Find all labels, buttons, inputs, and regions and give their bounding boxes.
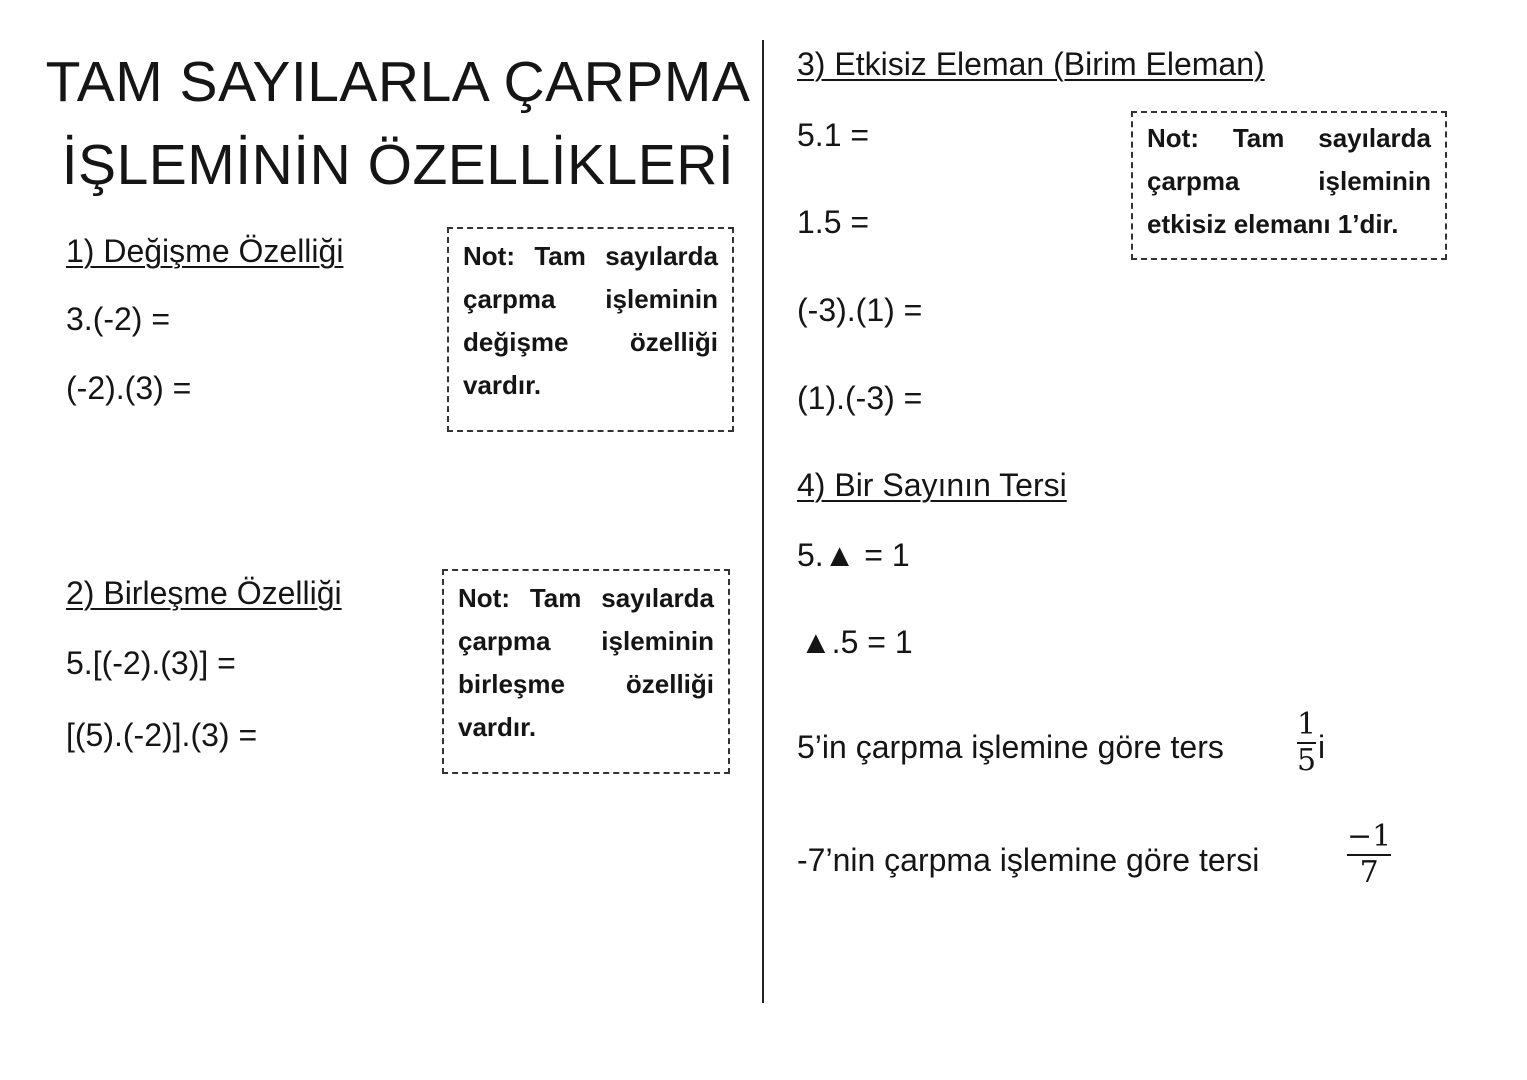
equation <box>797 535 910 575</box>
title-line-1: TAM SAYILARLA ÇARPMA <box>45 50 751 114</box>
triangle-icon: ▲ <box>823 537 856 573</box>
section-1-heading: 1) Değişme Özelliği <box>66 233 344 269</box>
title-line-2: İŞLEMİNİN ÖZELLİKLERİ <box>61 133 735 197</box>
triangle-icon: ▲ <box>800 624 832 660</box>
note-box-commutative: Not: Tam sayılarda çarpma işleminin değişme özelliği vardır. <box>447 227 734 432</box>
equation: (-2).(3) = <box>66 370 192 406</box>
section-4-heading: 4) Bir Sayının Tersi <box>797 467 1067 503</box>
eq-right: .5 = 1 <box>831 624 913 660</box>
suffix: i <box>1318 729 1326 765</box>
note-box-identity: Not: Tam sayılarda çarpma işleminin etkisiz elemanı 1’dir. <box>1131 111 1447 260</box>
equation: (-3).(1) = <box>797 292 923 328</box>
eq-left: 5. <box>797 537 824 573</box>
numerator: 1 <box>1297 707 1317 742</box>
equation: [(5).(-2)].(3) = <box>66 717 258 753</box>
column-divider <box>762 40 764 1003</box>
section-2-heading: 2) Birleşme Özelliği <box>66 575 342 611</box>
note-box-associative: Not: Tam sayılarda çarpma işleminin birleşme özelliği vardır. <box>442 569 730 774</box>
equation: 3.(-2) = <box>66 301 171 337</box>
equation: 5.1 = <box>797 117 870 153</box>
equation: 5.[(-2).(3)] = <box>66 645 236 681</box>
section-3-heading: 3) Etkisiz Eleman (Birim Eleman) <box>797 46 1265 82</box>
equation: 1.5 = <box>797 204 870 240</box>
eq-right: = 1 <box>855 537 910 573</box>
fraction-one-fifth <box>1297 708 1316 778</box>
inverse-line-1: 5’in çarpma işlemine göre ters <box>797 729 1224 765</box>
inverse-line-2: -7’nin çarpma işlemine göre tersi <box>797 842 1260 878</box>
denominator: 7 <box>1359 855 1379 890</box>
fraction-minus-one-seventh <box>1347 820 1391 890</box>
equation <box>800 622 913 662</box>
denominator: 5 <box>1297 743 1317 778</box>
equation: (1).(-3) = <box>797 380 923 416</box>
numerator: −1 <box>1347 819 1392 854</box>
